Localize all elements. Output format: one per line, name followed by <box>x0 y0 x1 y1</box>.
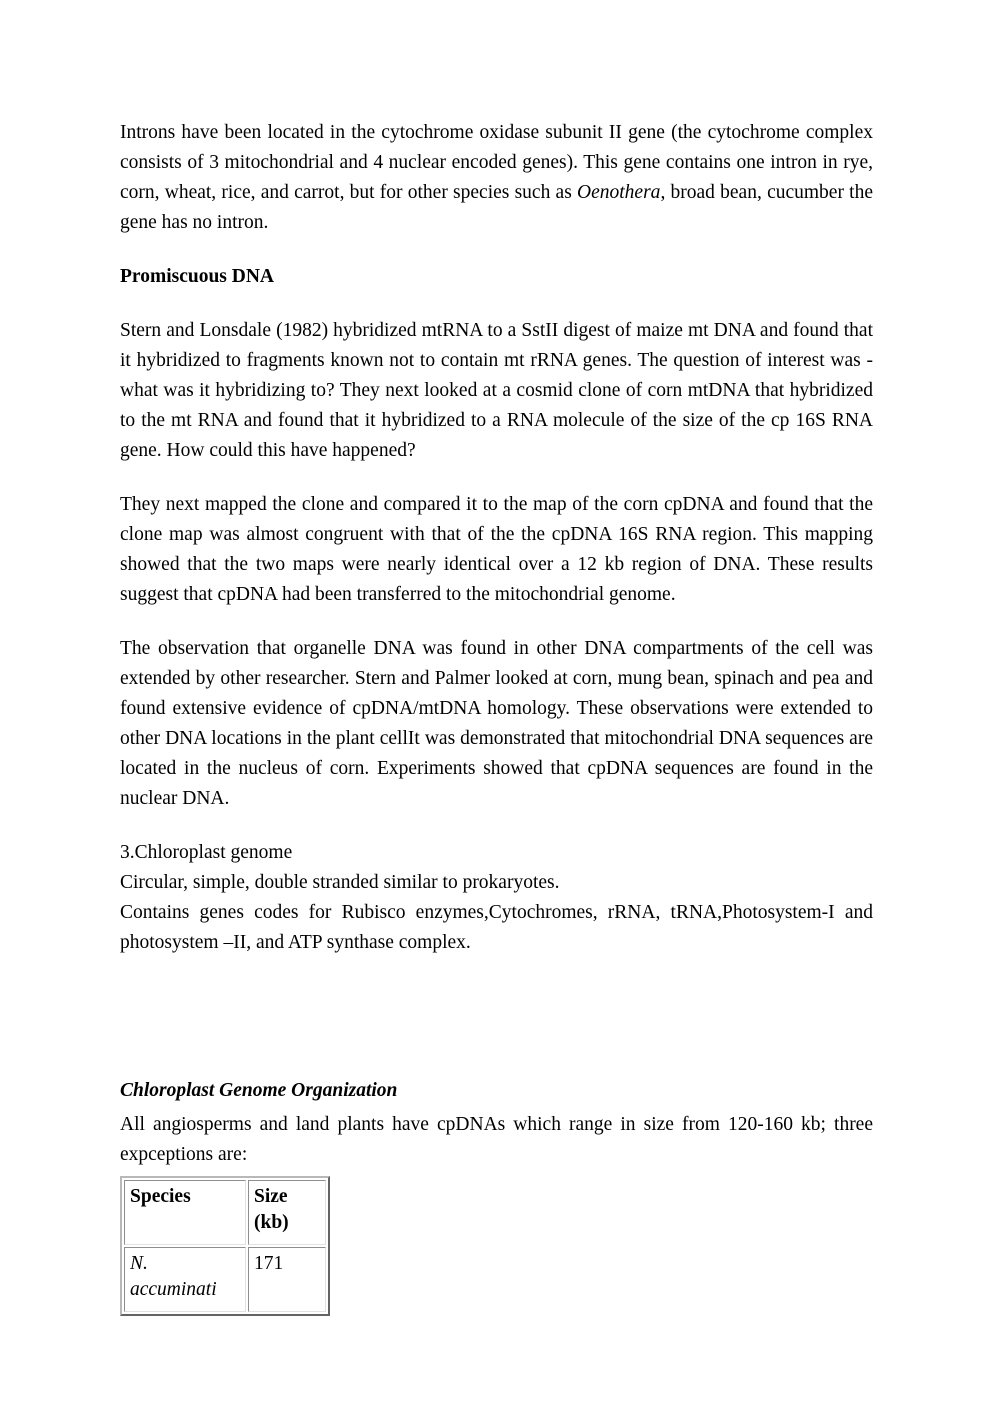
paragraph-clone-mapping: They next mapped the clone and compared it to the map of the corn cpDNA and found that the clone map was almost congruent with that of the the cpDNA 16S RNA region. This mapping showed that the two maps were nearly identical over a 12 kb region of DNA. These results suggest that cpDNA had been transferred to the mitochondrial genome. <box>120 494 873 605</box>
line-contains-genes: Contains genes codes for Rubisco enzymes,Cytochromes, rRNA, tRNA,Photosystem-I and photosystem –II, and ATP synthase complex. <box>120 902 873 953</box>
paragraph-stern-lonsdale: Stern and Lonsdale (1982) hybridized mtRNA to a SstII digest of maize mt DNA and found that it hybridized to fragments known not to contain mt rRNA genes. The question of interest was - what was it hybridizing to? They next looked at a cosmid clone of corn mtDNA that hybridized to the mt RNA and found that it hybridized to a RNA molecule of the size of the cp 16S RNA gene. How could this have happened? <box>120 320 873 461</box>
table-row <box>124 1247 326 1312</box>
species-name-oenothera: Oenothera <box>577 182 661 203</box>
heading-promiscuous-dna: Promiscuous DNA <box>120 266 275 287</box>
heading-chloroplast-genome-organization: Chloroplast Genome Organization <box>120 1080 398 1101</box>
table-header-size: Size (kb) <box>248 1180 326 1245</box>
table-cell-size: 171 <box>248 1247 326 1312</box>
table-cell-species: N. accuminati <box>124 1247 246 1312</box>
paragraph-introns-text-start: Introns have been located in the cytochrome oxidase subunit II gene (the cytochrome complex consists of 3 mitochondrial and 4 nuclear encoded genes). This gene contains one intron in rye, corn, wheat, rice, and carrot, but for other species such as <box>120 122 873 203</box>
species-size-table <box>120 1176 330 1316</box>
document-content <box>120 118 873 1316</box>
table-header-species: Species <box>124 1180 246 1245</box>
table-header-row <box>124 1180 326 1245</box>
paragraph-introns <box>120 118 873 238</box>
paragraph-introns-text-end: , broad bean, cucumber the gene has no intron. <box>120 182 873 233</box>
paragraph-organelle-observation: The observation that organelle DNA was found in other DNA compartments of the cell was extended by other researcher. Stern and Palmer looked at corn, mung bean, spinach and pea and found extensive evidence of cpDNA/mtDNA homology. These observations were extended to other DNA locations in the plant cellIt was demonstrated that mitochondrial DNA sequences are located in the nucleus of corn. Experiments showed that cpDNA sequences are found in the nuclear DNA. <box>120 638 873 809</box>
heading-chloroplast-genome: 3.Chloroplast genome <box>120 842 293 863</box>
paragraph-angiosperms: All angiosperms and land plants have cpDNAs which range in size from 120-160 kb; three expceptions are: <box>120 1114 873 1165</box>
line-circular: Circular, simple, double stranded similar to prokaryotes. <box>120 872 560 893</box>
